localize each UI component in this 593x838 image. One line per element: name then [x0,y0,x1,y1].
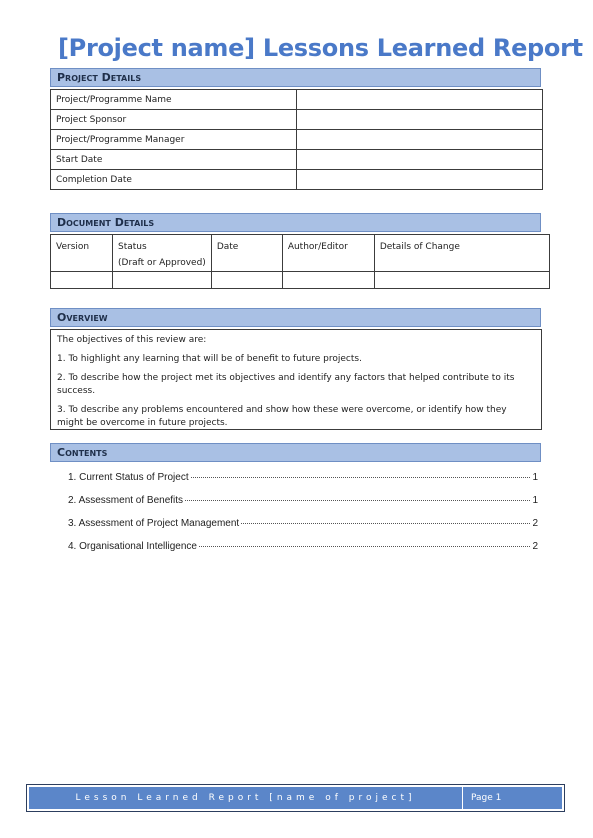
project-sponsor-value[interactable] [297,110,543,130]
change-header: Details of Change [374,235,549,272]
table-row [51,150,543,170]
project-name-value[interactable] [297,90,543,110]
status-cell[interactable] [113,272,212,289]
toc-item-page: 1 [532,495,538,506]
toc-item[interactable] [68,518,538,529]
overview-box [50,329,542,430]
table-row [51,110,543,130]
toc-item-label: 4. Organisational Intelligence [68,541,197,552]
project-name-label: Project/Programme Name [51,90,297,110]
table-row [51,235,550,272]
toc-leader [185,500,530,501]
project-manager-value[interactable] [297,130,543,150]
status-header [113,235,212,272]
table-row [51,130,543,150]
footer-band [29,787,562,809]
document-details-heading: Document Details [50,213,541,232]
toc-item[interactable] [68,541,538,552]
toc-leader [191,477,531,478]
toc-item-page: 2 [532,541,538,552]
toc-item-label: 1. Current Status of Project [68,472,189,483]
start-date-value[interactable] [297,150,543,170]
toc-item-label: 2. Assessment of Benefits [68,495,184,506]
footer-page-number: Page 1 [471,793,502,803]
date-header: Date [211,235,282,272]
toc-item-page: 2 [532,518,538,529]
table-row [51,272,550,289]
contents-heading: Contents [50,443,541,462]
overview-intro: The objectives of this review are: [57,335,207,345]
project-manager-label: Project/Programme Manager [51,130,297,150]
version-header: Version [51,235,113,272]
overview-objective-2: 2. To describe how the project met its objectives and identify any factors that helped contribute to its success. [57,373,515,396]
status-header-label: Status [118,242,147,252]
change-cell[interactable] [374,272,549,289]
page-footer [26,784,565,812]
completion-date-label: Completion Date [51,170,297,190]
overview-objective-3: 3. To describe any problems encountered and show how these were overcome, or identify how they might be overcome in future projects. [57,405,507,428]
completion-date-value[interactable] [297,170,543,190]
project-details-table [50,89,543,190]
document-details-table [50,234,550,289]
page-title: [Project name] Lessons Learned Report [58,34,583,62]
toc-item-label: 3. Assessment of Project Management [68,518,240,529]
version-cell[interactable] [51,272,113,289]
table-row [51,170,543,190]
date-cell[interactable] [211,272,282,289]
author-cell[interactable] [282,272,374,289]
start-date-label: Start Date [51,150,297,170]
author-header: Author/Editor [282,235,374,272]
toc-leader [199,546,530,547]
toc-item-page: 1 [532,472,538,483]
table-row [51,90,543,110]
overview-heading: Overview [50,308,541,327]
toc-leader [241,523,530,524]
toc-item[interactable] [68,495,538,506]
footer-report-name: Lesson Learned Report [name of project] [75,793,416,803]
toc-item[interactable] [68,472,538,483]
status-header-note: (Draft or Approved) [118,258,206,268]
overview-objective-1: 1. To highlight any learning that will be of benefit to future projects. [57,354,362,364]
project-details-heading: Project Details [50,68,541,87]
project-sponsor-label: Project Sponsor [51,110,297,130]
